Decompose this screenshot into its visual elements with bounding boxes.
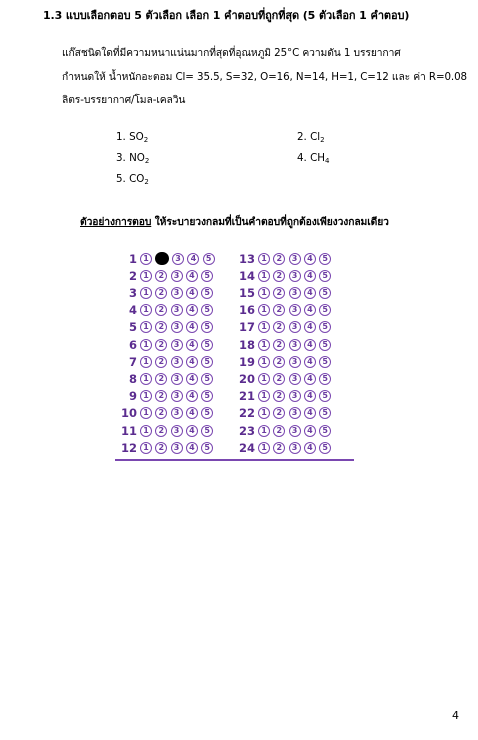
choice-2: 2. $Cl_2$ — [297, 131, 325, 144]
answer-bubble[interactable]: 5 — [319, 270, 331, 282]
answer-bubble[interactable]: 1 — [258, 321, 270, 333]
answer-row-number: 20 — [238, 371, 255, 386]
answer-row — [233, 405, 334, 422]
answer-bubble[interactable]: 1 — [258, 356, 270, 368]
answer-bubble[interactable]: 5 — [319, 321, 331, 333]
answer-bubble[interactable]: 5 — [201, 287, 213, 299]
answer-bubble[interactable]: 1 — [258, 373, 270, 385]
answer-bubble[interactable]: 5 — [201, 442, 213, 454]
answer-row-number: 21 — [238, 389, 255, 404]
answer-bubble[interactable]: 2 — [273, 442, 285, 454]
answer-bubble[interactable]: 3 — [172, 253, 184, 265]
answer-row-number: 23 — [238, 423, 255, 438]
choice-5: 5. $CO_2$ — [116, 173, 149, 186]
answer-bubble[interactable]: 4 — [304, 407, 316, 419]
answer-bubble[interactable]: 3 — [289, 373, 301, 385]
answer-bubble[interactable]: 3 — [289, 253, 301, 265]
answer-bubble[interactable]: 2 — [273, 390, 285, 402]
answer-bubble[interactable]: 3 — [289, 321, 301, 333]
example-label: ตัวอย่างการตอบ — [80, 216, 152, 228]
answer-row — [233, 388, 334, 405]
answer-bubble[interactable]: 2 — [155, 339, 167, 351]
answer-row — [233, 353, 334, 370]
answer-row-number: 8 — [128, 371, 137, 386]
answer-bubble[interactable]: 2 — [273, 339, 285, 351]
answer-bubble[interactable]: 1 — [140, 425, 152, 437]
answer-bubble[interactable]: 5 — [201, 356, 213, 368]
answer-bubble[interactable]: 5 — [201, 339, 213, 351]
answer-bubble[interactable]: 3 — [289, 339, 301, 351]
answer-bubble[interactable]: 4 — [304, 321, 316, 333]
answer-row-number: 10 — [120, 406, 137, 421]
answer-row-number: 3 — [128, 285, 137, 300]
answer-bubble[interactable]: 3 — [289, 270, 301, 282]
answer-bubble[interactable]: 5 — [319, 390, 331, 402]
answer-row-number: 22 — [238, 406, 255, 421]
answer-row-number: 7 — [128, 354, 137, 369]
answer-row — [115, 250, 218, 267]
answer-bubble[interactable]: 2 — [155, 407, 167, 419]
answer-bubble[interactable]: 1 — [140, 442, 152, 454]
answer-bubble[interactable]: 1 — [258, 253, 270, 265]
answer-row — [115, 405, 216, 422]
answer-bubble[interactable]: 3 — [289, 407, 301, 419]
answer-bubble[interactable]: 1 — [140, 390, 152, 402]
answer-bubble[interactable]: 2 — [155, 390, 167, 402]
answer-bubble[interactable]: 2 — [273, 356, 285, 368]
answer-bubble[interactable]: 5 — [201, 373, 213, 385]
answer-bubble[interactable]: 4 — [186, 287, 198, 299]
answer-row-number: 19 — [238, 354, 255, 369]
answer-bubble[interactable]: 4 — [304, 373, 316, 385]
example-instruction — [80, 213, 389, 230]
answer-bubble[interactable]: 3 — [171, 339, 183, 351]
answer-row — [115, 370, 216, 387]
answer-row — [233, 422, 334, 439]
answer-bubble[interactable]: 4 — [186, 407, 198, 419]
answer-bubble[interactable]: 3 — [171, 390, 183, 402]
answer-row — [233, 319, 334, 336]
answer-row — [233, 250, 334, 267]
answer-bubble[interactable]: 5 — [201, 321, 213, 333]
answer-bubble[interactable]: 4 — [304, 442, 316, 454]
answer-row-number: 24 — [238, 440, 255, 455]
question-line-3: ลิตร-บรรยากาศ/โมล-เคลวิน — [62, 94, 186, 106]
answer-bubble[interactable]: 5 — [319, 253, 331, 265]
answer-bubble[interactable]: 4 — [304, 339, 316, 351]
answer-row-number: 6 — [128, 337, 137, 352]
answer-row-number: 13 — [238, 251, 255, 266]
question-line-2: กำหนดให้ น้ำหนักอะตอม Cl= 35.5, S=32, O=16, N=14, H=1, C=12 และ ค่า R=0.08 — [62, 71, 468, 83]
answer-bubble[interactable]: 1 — [140, 270, 152, 282]
answer-bubble[interactable]: 5 — [319, 287, 331, 299]
answer-bubble[interactable]: 5 — [319, 407, 331, 419]
answer-bubble[interactable]: 2 — [155, 356, 167, 368]
answer-bubble[interactable]: 1 — [258, 270, 270, 282]
answer-row-number: 17 — [238, 320, 255, 335]
answer-bubble[interactable]: 5 — [201, 304, 213, 316]
answer-bubble[interactable]: 3 — [171, 425, 183, 437]
answer-bubble[interactable]: 4 — [304, 270, 316, 282]
answer-bubble[interactable]: 4 — [186, 339, 198, 351]
answer-bubble[interactable]: 3 — [171, 287, 183, 299]
answer-bubble[interactable]: 2 — [273, 321, 285, 333]
answer-bubble[interactable]: 3 — [171, 442, 183, 454]
answer-bubble[interactable]: 3 — [289, 287, 301, 299]
answer-bubble[interactable]: 1 — [258, 442, 270, 454]
answer-bubble-filled[interactable] — [155, 252, 169, 266]
answer-bubble[interactable]: 2 — [273, 270, 285, 282]
answer-bubble[interactable]: 2 — [273, 407, 285, 419]
answer-bubble[interactable]: 1 — [140, 373, 152, 385]
answer-bubble[interactable]: 3 — [171, 321, 183, 333]
answer-row-number: 5 — [128, 320, 137, 335]
answer-bubble[interactable]: 2 — [273, 253, 285, 265]
answer-bubble[interactable]: 1 — [140, 253, 152, 265]
answer-bubble[interactable]: 2 — [155, 425, 167, 437]
answer-bubble[interactable]: 3 — [171, 356, 183, 368]
answer-row — [115, 319, 216, 336]
answer-bubble[interactable]: 1 — [258, 339, 270, 351]
answer-row-number: 4 — [128, 303, 137, 318]
answer-row-number: 16 — [238, 303, 255, 318]
answer-bubble[interactable]: 4 — [304, 356, 316, 368]
answer-bubble[interactable]: 5 — [319, 356, 331, 368]
answer-bubble[interactable]: 4 — [186, 442, 198, 454]
answer-bubble[interactable]: 2 — [273, 304, 285, 316]
answer-bubble[interactable]: 4 — [304, 304, 316, 316]
answer-row-number: 15 — [238, 285, 255, 300]
answer-bubble[interactable]: 2 — [155, 321, 167, 333]
answer-bubble[interactable]: 2 — [273, 287, 285, 299]
answer-bubble[interactable]: 1 — [140, 356, 152, 368]
answer-bubble[interactable]: 4 — [186, 270, 198, 282]
answer-sheet — [115, 250, 355, 460]
answer-bubble[interactable]: 2 — [155, 287, 167, 299]
answer-bubble[interactable]: 1 — [258, 287, 270, 299]
answer-row-number: 18 — [238, 337, 255, 352]
answer-bubble[interactable]: 2 — [155, 270, 167, 282]
answer-bubble[interactable]: 2 — [155, 304, 167, 316]
answer-bubble[interactable]: 4 — [186, 304, 198, 316]
answer-bubble[interactable]: 3 — [171, 373, 183, 385]
answer-row — [115, 353, 216, 370]
answer-bubble[interactable]: 5 — [319, 373, 331, 385]
question-line-1: แก๊สชนิดใดที่มีความหนาแน่นมากที่สุดที่อุณหภูมิ 25°C ความดัน 1 บรรยากาศ — [62, 47, 401, 59]
answer-bubble[interactable]: 1 — [140, 339, 152, 351]
answer-bubble[interactable]: 4 — [304, 287, 316, 299]
answer-bubble[interactable]: 5 — [319, 425, 331, 437]
answer-bubble[interactable]: 5 — [201, 390, 213, 402]
answer-row-number: 11 — [120, 423, 137, 438]
answer-row-number: 2 — [128, 268, 137, 283]
choice-3: 3. $NO_2$ — [116, 152, 150, 165]
answer-bubble[interactable]: 1 — [140, 407, 152, 419]
answer-bubble[interactable]: 2 — [155, 373, 167, 385]
answer-bubble[interactable]: 3 — [289, 390, 301, 402]
answer-row-number: 14 — [238, 268, 255, 283]
answer-bubble[interactable]: 3 — [171, 407, 183, 419]
page-number: 4 — [452, 709, 459, 722]
choice-4: 4. $CH_4$ — [297, 152, 330, 165]
answer-bubble[interactable]: 4 — [186, 390, 198, 402]
answer-sheet-divider — [115, 459, 354, 461]
answer-row — [115, 267, 216, 284]
choice-1: 1. $SO_2$ — [116, 131, 149, 144]
answer-bubble[interactable]: 1 — [258, 390, 270, 402]
answer-row — [115, 284, 216, 301]
answer-row — [233, 267, 334, 284]
answer-bubble[interactable]: 1 — [258, 304, 270, 316]
answer-row — [115, 388, 216, 405]
answer-bubble[interactable]: 1 — [140, 287, 152, 299]
answer-bubble[interactable]: 1 — [140, 304, 152, 316]
answer-row-number: 1 — [128, 251, 137, 266]
answer-bubble[interactable]: 3 — [289, 304, 301, 316]
answer-bubble[interactable]: 5 — [201, 425, 213, 437]
answer-bubble[interactable]: 3 — [289, 442, 301, 454]
answer-bubble[interactable]: 1 — [140, 321, 152, 333]
answer-bubble[interactable]: 2 — [155, 442, 167, 454]
answer-row — [233, 302, 334, 319]
answer-bubble[interactable]: 2 — [273, 373, 285, 385]
answer-row — [233, 439, 334, 456]
answer-bubble[interactable]: 5 — [203, 253, 215, 265]
section-heading: 1.3 แบบเลือกตอบ 5 ตัวเลือก เลือก 1 คำตอบที่ถูกที่สุด (5 ตัวเลือก 1 คำตอบ) — [43, 9, 410, 22]
answer-row — [115, 302, 216, 319]
answer-bubble[interactable]: 4 — [186, 321, 198, 333]
answer-row — [115, 439, 216, 456]
answer-bubble[interactable]: 2 — [273, 425, 285, 437]
answer-bubble[interactable]: 4 — [187, 253, 199, 265]
answer-row-number: 9 — [128, 389, 137, 404]
answer-bubble[interactable]: 1 — [258, 407, 270, 419]
answer-row — [115, 336, 216, 353]
answer-bubble[interactable]: 5 — [319, 442, 331, 454]
answer-bubble[interactable]: 3 — [171, 304, 183, 316]
answer-bubble[interactable]: 1 — [258, 425, 270, 437]
answer-bubble[interactable]: 4 — [186, 373, 198, 385]
answer-bubble[interactable]: 4 — [304, 253, 316, 265]
answer-bubble[interactable]: 3 — [171, 270, 183, 282]
answer-bubble[interactable]: 5 — [319, 304, 331, 316]
example-text: ให้ระบายวงกลมที่เป็นคำตอบที่ถูกต้องเพียงวงกลมเดียว — [151, 216, 389, 228]
answer-bubble[interactable]: 5 — [319, 339, 331, 351]
answer-bubble[interactable]: 5 — [201, 407, 213, 419]
answer-bubble[interactable]: 3 — [289, 425, 301, 437]
answer-row — [233, 336, 334, 353]
answer-bubble[interactable]: 4 — [304, 390, 316, 402]
answer-bubble[interactable]: 4 — [186, 425, 198, 437]
answer-row — [115, 422, 216, 439]
answer-bubble[interactable]: 3 — [289, 356, 301, 368]
answer-bubble[interactable]: 4 — [304, 425, 316, 437]
answer-row-number: 12 — [120, 440, 137, 455]
answer-bubble[interactable]: 4 — [186, 356, 198, 368]
answer-row — [233, 370, 334, 387]
answer-row — [233, 284, 334, 301]
answer-bubble[interactable]: 5 — [201, 270, 213, 282]
